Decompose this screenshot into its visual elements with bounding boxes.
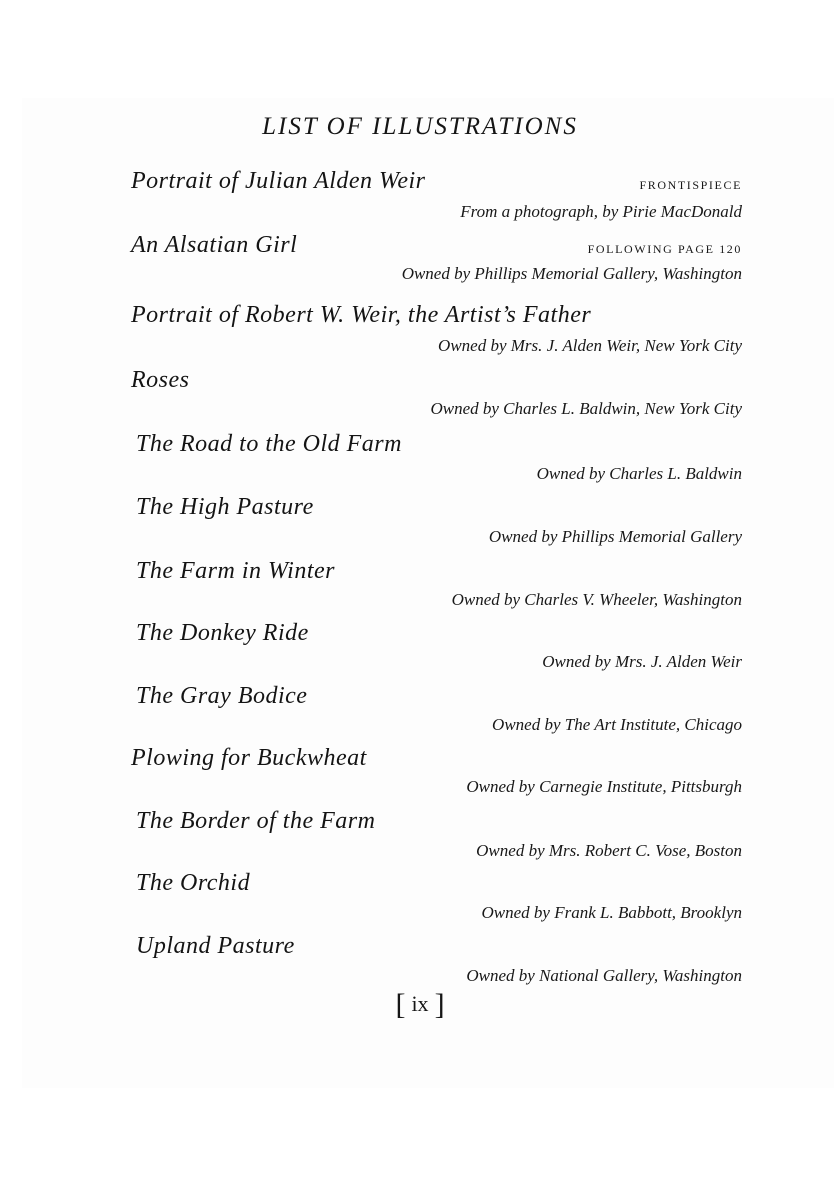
illustration-owner: Owned by Carnegie Institute, Pittsburgh xyxy=(466,777,742,796)
illustration-owner: Owned by Mrs. Robert C. Vose, Boston xyxy=(476,841,742,860)
plate-position-tag: FOLLOWING PAGE 120 xyxy=(587,242,742,256)
list-heading: LIST OF ILLUSTRATIONS xyxy=(262,113,578,140)
illustration-title: The Farm in Winter xyxy=(136,558,335,584)
illustration-title: The Donkey Ride xyxy=(136,620,309,646)
illustration-owner: Owned by Charles V. Wheeler, Washington xyxy=(451,590,742,609)
illustration-owner: Owned by Phillips Memorial Gallery xyxy=(488,527,742,546)
page-number xyxy=(0,988,840,1022)
illustration-title: The Gray Bodice xyxy=(136,683,308,709)
illustration-title: The High Pasture xyxy=(136,494,314,520)
illustration-owner: Owned by The Art Institute, Chicago xyxy=(492,715,742,734)
left-bracket: [ xyxy=(395,988,406,1021)
illustration-owner: Owned by Frank L. Babbott, Brooklyn xyxy=(481,903,742,922)
illustration-title: Upland Pasture xyxy=(136,933,295,959)
right-bracket: ] xyxy=(434,988,445,1021)
illustration-owner: Owned by Charles L. Baldwin xyxy=(536,464,742,483)
illustration-title: The Orchid xyxy=(136,870,251,896)
illustration-owner: Owned by Mrs. J. Alden Weir, New York City xyxy=(438,336,742,355)
illustration-owner: Owned by Mrs. J. Alden Weir xyxy=(542,652,742,671)
illustration-owner: Owned by Phillips Memorial Gallery, Washington xyxy=(401,264,742,283)
illustration-owner: Owned by Charles L. Baldwin, New York City xyxy=(430,399,742,418)
illustration-owner: From a photograph, by Pirie MacDonald xyxy=(460,202,742,221)
illustration-title: An Alsatian Girl xyxy=(131,232,298,258)
illustration-title: The Road to the Old Farm xyxy=(136,431,402,457)
illustration-title: Portrait of Robert W. Weir, the Artist’s Father xyxy=(131,302,592,328)
illustration-title: Plowing for Buckwheat xyxy=(131,745,367,771)
illustration-title: The Border of the Farm xyxy=(136,808,376,834)
page-number-text: ix xyxy=(411,991,429,1016)
plate-position-tag: FRONTISPIECE xyxy=(639,178,742,192)
illustration-title: Portrait of Julian Alden Weir xyxy=(131,168,426,194)
illustration-owner: Owned by National Gallery, Washington xyxy=(466,966,742,985)
illustration-title: Roses xyxy=(131,367,190,393)
